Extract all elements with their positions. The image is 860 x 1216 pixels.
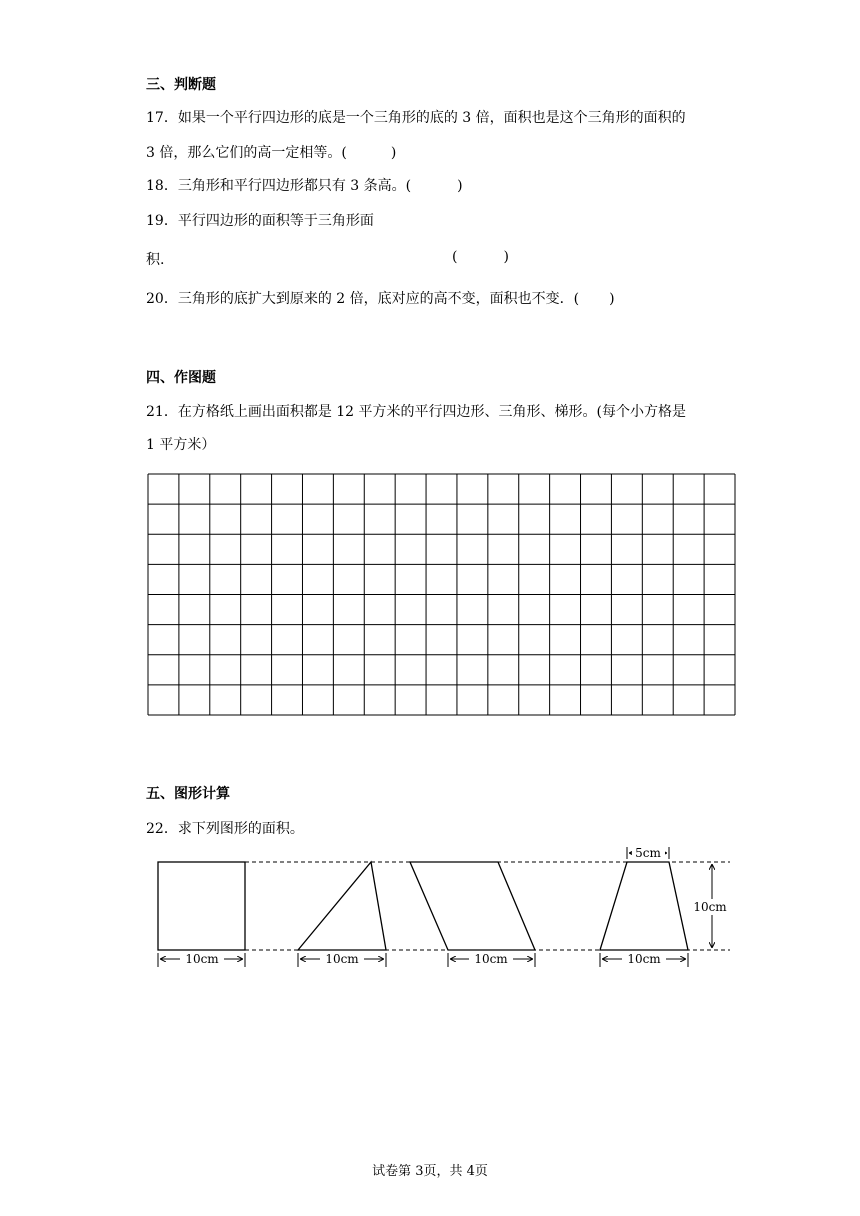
question-18-text: 18．三角形和平行四边形都只有 3 条高。(: [146, 178, 412, 194]
question-19-open: (: [452, 249, 458, 265]
parallelogram-shape: [410, 862, 535, 950]
section-5-title: 五、图形计算: [146, 786, 230, 802]
parallelogram-base-label: 10cm: [474, 952, 508, 966]
question-17-close: ): [390, 145, 397, 161]
question-19-close: ): [503, 249, 509, 265]
section-4-title: 四、作图题: [146, 370, 216, 386]
triangle-base-label: 10cm: [325, 952, 359, 966]
question-19-answer: [452, 249, 509, 265]
question-20-close: ): [609, 291, 615, 307]
question-18: [146, 175, 463, 195]
area-figures: [150, 845, 740, 970]
page-footer: 试卷第 3页，共 4页: [372, 1164, 488, 1179]
question-19-line-2: 积.: [146, 252, 165, 268]
height-label: 10cm: [693, 900, 727, 914]
question-20: [146, 288, 615, 308]
question-18-close: ): [457, 178, 463, 194]
question-22: 22．求下列图形的面积。: [146, 821, 304, 837]
question-21-line-1: 21．在方格纸上画出面积都是 12 平方米的平行四边形、三角形、梯形。(每个小方格是: [146, 404, 686, 420]
square-shape: [158, 862, 245, 950]
question-17-line-2: [146, 142, 396, 162]
question-20-text: 20．三角形的底扩大到原来的 2 倍，底对应的高不变，面积也不变．(: [146, 291, 580, 307]
trapezoid-shape: [600, 862, 688, 950]
question-17-text: 3 倍，那么它们的高一定相等。(: [146, 145, 347, 161]
question-17-line-1: 17．如果一个平行四边形的底是一个三角形的底的 3 倍，面积也是这个三角形的面积的: [146, 110, 686, 126]
trapezoid-top-label: 5cm: [635, 846, 661, 860]
question-21-line-2: 1 平方米）: [146, 437, 216, 453]
square-base-label: 10cm: [185, 952, 219, 966]
trapezoid-base-label: 10cm: [627, 952, 661, 966]
question-19-line-1: 19．平行四边形的面积等于三角形面: [146, 213, 374, 229]
square-grid[interactable]: [147, 473, 737, 717]
section-3-title: 三、判断题: [146, 77, 216, 93]
triangle-shape: [298, 862, 386, 950]
